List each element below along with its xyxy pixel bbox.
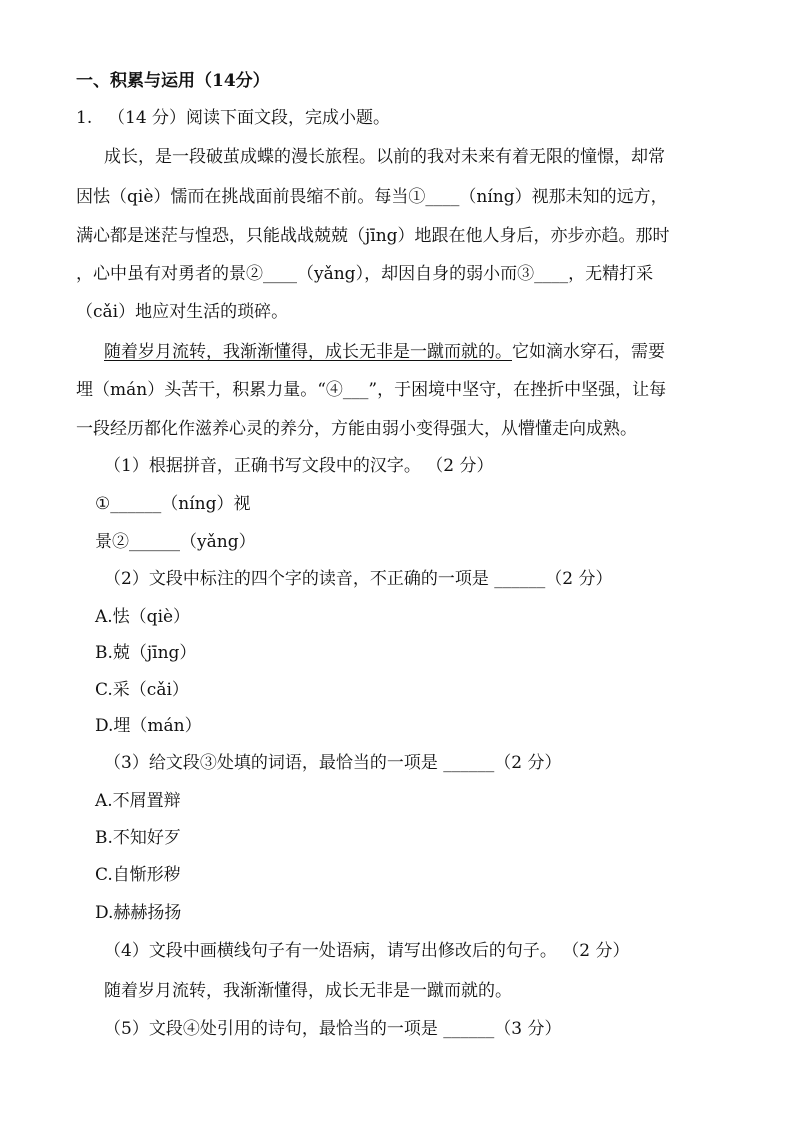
option-a[interactable]: A.不屑置辩	[95, 791, 181, 811]
subquestion-1-prompt: （1）根据拼音，正确书写文段中的汉字。 （2 分）	[104, 456, 494, 476]
passage-line	[104, 341, 665, 363]
passage-line: 满心都是迷茫与惶恐，只能战战兢兢（jīng）地跟在他人身后，亦步亦趋。那时	[76, 226, 670, 246]
option-d[interactable]: D.埋（mán）	[95, 716, 202, 736]
subquestion-3-prompt: （3）给文段③处填的词语，最恰当的一项是 ______（2 分）	[104, 753, 562, 773]
subquestion-5-prompt: （5）文段④处引用的诗句，最恰当的一项是 ______（3 分）	[104, 1019, 562, 1039]
passage-line: 一段经历都化作滋养心灵的养分，方能由弱小变得强大，从懵懂走向成熟。	[76, 419, 637, 439]
option-b[interactable]: B.兢（jīng）	[95, 643, 197, 663]
subquestion-4-prompt: （4）文段中画横线句子有一处语病，请写出修改后的句子。 （2 分）	[104, 941, 630, 961]
passage-line: 埋（mán）头苦干，积累力量。“④___”，于困境中坚守，在挫折中坚强，让每	[76, 380, 667, 400]
option-a[interactable]: A.怯（qiè）	[95, 607, 191, 627]
option-c[interactable]: C.自惭形秽	[95, 865, 181, 885]
fill-blank-2: 景②______（yǎng）	[95, 532, 256, 552]
option-d[interactable]: D.赫赫扬扬	[95, 903, 182, 923]
question-number: 1.	[76, 108, 93, 128]
option-b[interactable]: B.不知好歹	[95, 828, 181, 848]
section-title: 一、积累与运用（14分）	[76, 71, 270, 91]
question-intro: （14 分）阅读下面文段，完成小题。	[108, 108, 391, 128]
subquestion-2-prompt: （2）文段中标注的四个字的读音，不正确的一项是 ______（2 分）	[104, 569, 613, 589]
option-c[interactable]: C.采（cǎi）	[95, 680, 189, 700]
passage-line: 成长，是一段破茧成蝶的漫长旅程。以前的我对未来有着无限的憧憬，却常	[104, 147, 665, 167]
passage-line: 因怯（qiè）懦而在挑战面前畏缩不前。每当①____（níng）视那未知的远方，	[76, 187, 668, 207]
passage-line: （cǎi）地应对生活的琐碎。	[76, 302, 289, 322]
passage-text: 它如滴水穿石，需要	[512, 342, 665, 362]
passage-line: ，心中虽有对勇者的景②____（yǎng），却因自身的弱小而③____，无精打采	[76, 264, 654, 284]
fill-blank-1: ①______（níng）视	[95, 494, 251, 514]
underlined-sentence: 随着岁月流转，我渐渐懂得，成长无非是一蹴而就的。	[104, 342, 512, 362]
subquestion-4-sentence: 随着岁月流转，我渐渐懂得，成长无非是一蹴而就的。	[104, 981, 512, 1001]
